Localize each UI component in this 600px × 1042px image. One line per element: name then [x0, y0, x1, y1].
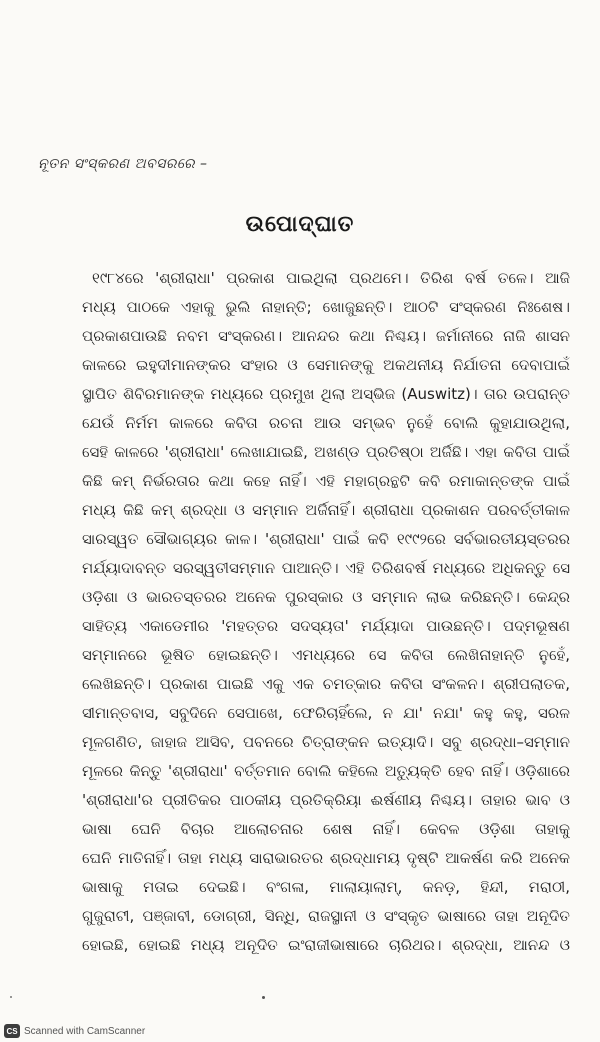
text-line: ମୂଳରେ କିନ୍ତୁ 'ଶ୍ରୀରାଧା' ବର୍ତ୍ତମାନ ବୋଲି କହିଲେ ଅତ୍ୟୁକ୍ତି ହେବ ନାହିଁ। ଓଡ଼ିଶାରେ: [82, 762, 570, 780]
text-line: ସୀମାନ୍ତବାସ, ସବୁଦିନେ ସେପାଖେ, ଫେରିଚାହିଁଲେ, ନ ଯା' ନଯା' କହୁ କହୁ, ସରଳ: [82, 704, 570, 722]
text-line: ପ୍ରକାଶପାଉଛି ନବମ ସଂସ୍କରଣ। ଆନନ୍ଦର କଥା ନିଶ୍ଚୟ। ଜର୍ମାନୀରେ ନାଜି ଶାସନ: [82, 327, 570, 345]
text-line: କାଳରେ ଇହୁଦୀମାନଙ୍କର ସଂହାର ଓ ସେମାନଙ୍କୁ ଅକଥନୀୟ ନିର୍ଯାତନା ଦେବାପାଇଁ: [82, 356, 570, 374]
text-line: ସମ୍ମାନରେ ଭୂଷିତ ହୋଇଛନ୍ତି। ଏମଧ୍ୟରେ ସେ କବିତା ଲେଖିନାହାନ୍ତି ନୁହେଁ,: [82, 646, 570, 664]
camscanner-logo-icon: CS: [4, 1024, 20, 1038]
text-line: ଭାଷା ଘେନି ବିଚାର ଆଲୋଚନାର ଶେଷ ନାହିଁ। କେବଳ ଓଡ଼ିଶା ତାହାକୁ: [82, 820, 570, 838]
text-line: ଯେଉଁ ନିର୍ମମ କାଳରେ କବିତା ରଚନା ଆଉ ସମ୍ଭବ ନୁହେଁ ବୋଲି କୁହାଯାଉଥିଲା,: [82, 414, 570, 432]
text-line: ୧୯୮୪ରେ 'ଶ୍ରୀରାଧା' ପ୍ରକାଶ ପାଇଥିଲା ପ୍ରଥମେ। ତିରିଶ ବର୍ଷ ତଳେ। ଆଜି: [92, 269, 570, 287]
text-line: ସାହିତ୍ୟ ଏକାଡେମୀର 'ମହତ୍ତର ସଦସ୍ୟତା' ମର୍ଯ୍ୟାଦା ପାଉଛନ୍ତି। ପଦ୍ମଭୂଷଣ: [82, 617, 570, 635]
text-line: ଓଡ଼ିଶା ଓ ଭାରତସ୍ତରର ଅନେକ ପୁରସ୍କାର ଓ ସମ୍ମାନ ଲାଭ କରିଛନ୍ତି। କେନ୍ଦ୍ର: [82, 588, 570, 606]
text-line: ମଧ୍ୟ କିଛି କମ୍ ଶ୍ରଦ୍ଧା ଓ ସମ୍ମାନ ଅର୍ଜିନାହିଁ। ଶ୍ରୀରାଧା ପ୍ରକାଶନ ପରବର୍ତ୍ତୀକାଳ: [82, 501, 570, 519]
text-line: ଗୁଜୁରାଟୀ, ପଞ୍ଜାବୀ, ଡୋଗ୍ରୀ, ସିନ୍ଧି, ରାଜସ୍ଥାନୀ ଓ ସଂସ୍କୃତ ଭାଷାରେ ତାହା ଅନୂଦିତ: [82, 907, 570, 925]
scan-speck: [262, 996, 265, 999]
text-line: କିଛି କମ୍ ନିର୍ଭରତାର କଥା କହେ ନାହିଁ। ଏହି ମହାଗ୍ରନ୍ଥଟି କବି ରମାକାନ୍ତଙ୍କ ପାଇଁ: [82, 472, 570, 490]
text-line: ମଧ୍ୟ ପାଠକେ ଏହାକୁ ଭୁଲି ନାହାନ୍ତି; ଖୋଜୁଛନ୍ତି। ଆଠଟି ସଂସ୍କରଣ ନିଃଶେଷ।: [82, 298, 570, 316]
scan-speck: [10, 996, 12, 998]
body-text: [82, 264, 570, 960]
scanner-watermark: [0, 1020, 600, 1042]
text-line: ଭାଷାକୁ ମତାଇ ଦେଇଛି। ବଂଗଳା, ମାଲାୟାଲାମ୍, କନଡ଼, ହିନ୍ଦୀ, ମରାଠୀ,: [82, 878, 570, 896]
text-line: ମୂଳଗଣିତ, ଜାହାଜ ଆସିବ, ପବନରେ ଚିତ୍ରାଙ୍କନ ଇତ୍ୟାଦି। ସବୁ ଶ୍ରଦ୍ଧା–ସମ୍ମାନ: [82, 733, 570, 751]
text-line: ହୋଇଛି, ହୋଇଛି ମଧ୍ୟ ଅନୂଦିତ ଇଂରାଜୀଭାଷାରେ ଚାରିଥର। ଶ୍ରଦ୍ଧା, ଆନନ୍ଦ ଓ: [82, 936, 570, 954]
handwritten-note: ନୂତନ ସଂସ୍କରଣ ଅବସରରେ –: [38, 156, 208, 172]
text-line: ଘେନି ମାତିନାହିଁ। ତାହା ମଧ୍ୟ ସାରାଭାରତର ଶ୍ରଦ୍ଧାମୟ ଦୃଷ୍ଟି ଆକର୍ଷଣ କରି ଅନେକ: [82, 849, 570, 867]
text-line: 'ଶ୍ରୀରାଧା'ର ପ୍ରୀତିକର ପାଠକୀୟ ପ୍ରତିକ୍ରିୟା ଈର୍ଷଣୀୟ ନିଶ୍ଚୟ। ତାହାର ଭାବ ଓ: [82, 791, 570, 809]
text-line: ସାରସ୍ୱତ ସୌଭାଗ୍ୟର କାଳ। 'ଶ୍ରୀରାଧା' ପାଇଁ କବି ୧୯୯୨ରେ ସର୍ବଭାରତୀୟସ୍ତରର: [82, 530, 570, 548]
watermark-text: Scanned with CamScanner: [24, 1025, 146, 1037]
page-title: ଉପୋଦ୍‌ଘାତ: [245, 212, 355, 237]
text-line: ମର୍ଯ୍ୟାଦାବନ୍ତ ସରସ୍ୱତୀସମ୍ମାନ ପାଆନ୍ତି। ଏହି ତିରିଶବର୍ଷ ମଧ୍ୟରେ ଅଧିକନ୍ତୁ ସେ: [82, 559, 570, 577]
text-line: ଲେଖିଛନ୍ତି। ପ୍ରକାଶ ପାଇଛି ଏକୁ ଏକ ଚମତ୍କାର କବିତା ସଂକଳନ। ଶ୍ରୀପଲାତକ,: [82, 675, 570, 693]
text-line: ସେହି କାଳରେ 'ଶ୍ରୀରାଧା' ଲେଖାଯାଇଛି, ଅଖଣ୍ଡ ପ୍ରତିଷ୍ଠା ଅର୍ଜିଛି। ଏହା କବିତା ପାଇଁ: [82, 443, 570, 461]
text-line: ସ୍ଥାପିତ ଶିବିରମାନଙ୍କ ମଧ୍ୟରେ ପ୍ରମୁଖ ଥିଲା ଅସ୍‌ଭିଜ (Auswitz)। ତାର ଉପରାନ୍ତ: [82, 385, 570, 403]
